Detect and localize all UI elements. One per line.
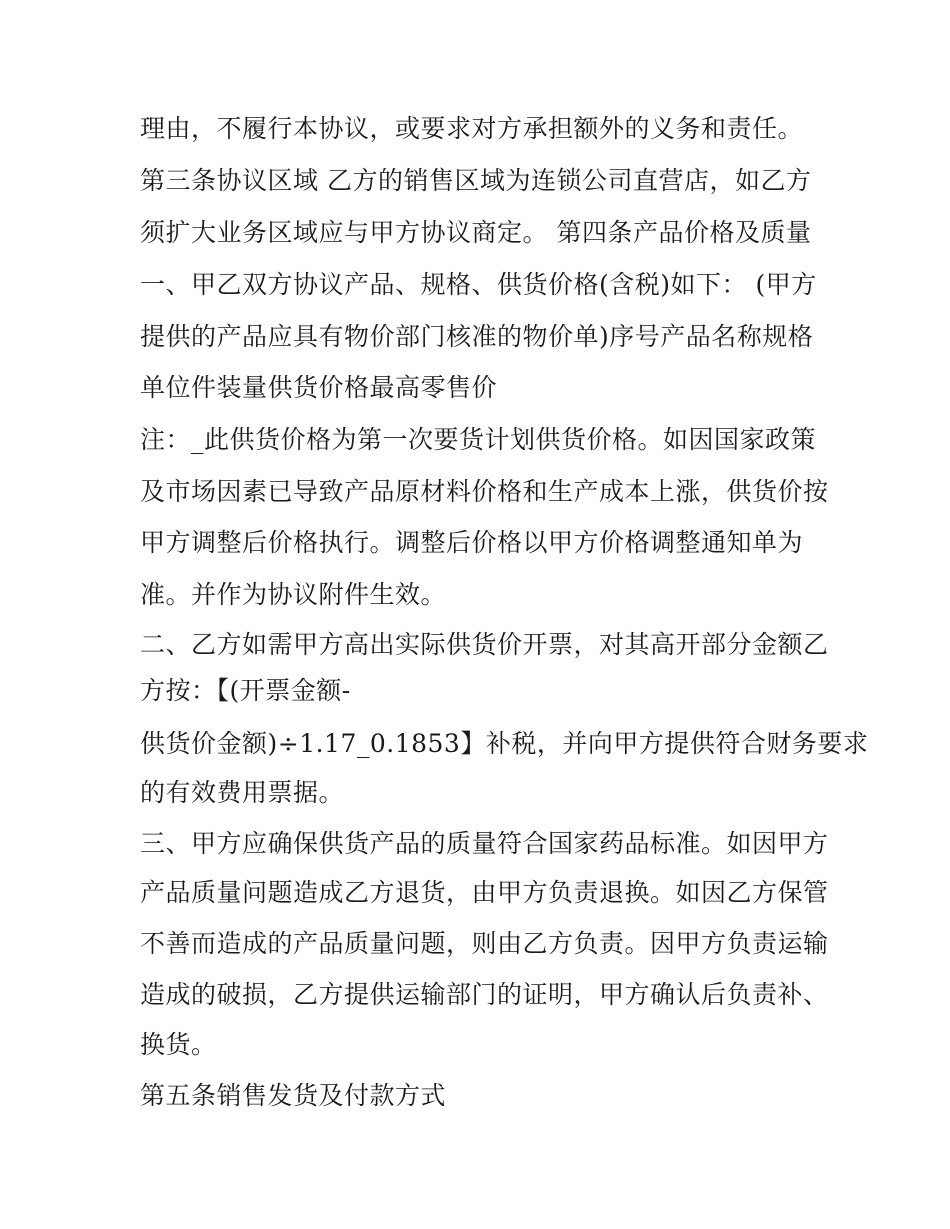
text-line: 第三条协议区域 乙方的销售区域为连锁公司直营店，如乙方	[140, 166, 812, 195]
text-line: 方按：【(开票金额-	[140, 676, 351, 705]
text-line: 三、甲方应确保供货产品的质量符合国家药品标准。如因甲方	[140, 829, 829, 858]
text-line: 供货价金额)÷1.17_0.1853】补税，并向甲方提供符合财务要求	[140, 729, 869, 758]
text-line: 二、乙方如需甲方高出实际供货价开票，对其高开部分金额乙	[140, 630, 829, 659]
text-line: 提供的产品应具有物价部门核准的物价单)序号产品名称规格	[140, 322, 814, 351]
text-line: 须扩大业务区域应与甲方协议商定。 第四条产品价格及质量	[140, 218, 812, 247]
text-line: 单位件装量供货价格最高零售价	[140, 373, 498, 402]
text-line: 甲方调整后价格执行。调整后价格以甲方价格调整通知单为	[140, 528, 804, 557]
text-line: 的有效费用票据。	[140, 778, 345, 807]
text-line: 不善而造成的产品质量问题，则由乙方负责。因甲方负责运输	[140, 929, 829, 958]
text-line: 造成的破损，乙方提供运输部门的证明，甲方确认后负责补、	[140, 980, 829, 1009]
text-line: 产品质量问题造成乙方退货，由甲方负责退换。如因乙方保管	[140, 878, 829, 907]
text-line: 注：_此供货价格为第一次要货计划供货价格。如因国家政策	[140, 425, 817, 454]
text-line: 准。并作为协议附件生效。	[140, 580, 447, 609]
text-line: 一、甲乙双方协议产品、规格、供货价格(含税)如下： (甲方	[140, 270, 817, 299]
text-line: 换货。	[140, 1030, 217, 1059]
section-heading: 第五条销售发货及付款方式	[140, 1081, 447, 1110]
text-line: 及市场因素已导致产品原材料价格和生产成本上涨，供货价按	[140, 477, 829, 506]
text-line: 理由，不履行本协议，或要求对方承担额外的义务和责任。	[140, 114, 804, 143]
